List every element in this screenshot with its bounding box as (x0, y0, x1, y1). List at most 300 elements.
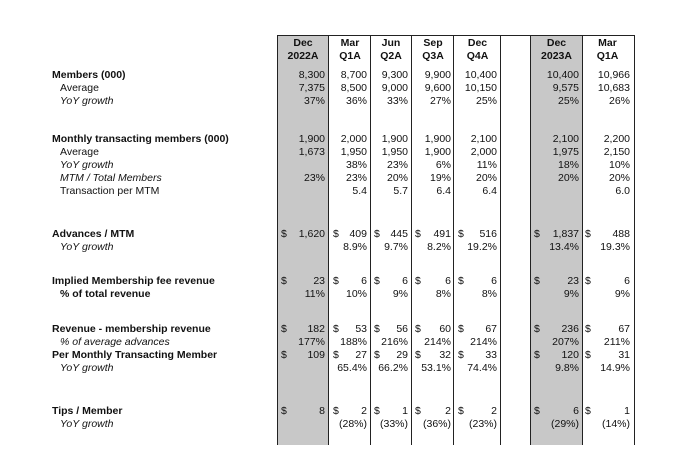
cell-value: 1,900 (424, 146, 451, 158)
table-cell (534, 418, 579, 431)
cell-value: 9,600 (424, 82, 451, 94)
column-header-tag: 2022A (287, 50, 319, 62)
cell-value: 10,966 (597, 69, 630, 81)
table-cell (333, 336, 367, 349)
cell-value: 188% (340, 336, 367, 348)
table-cell (458, 159, 497, 172)
cell-value: 207% (552, 336, 579, 348)
cell-value: (29%) (550, 418, 579, 430)
cell-value: 491 (433, 228, 451, 240)
currency-symbol: $ (534, 228, 540, 240)
table-cell (585, 241, 630, 254)
cell-value: 2,100 (552, 133, 579, 145)
cell-value: 1,620 (298, 228, 325, 240)
cell-value: 10,400 (546, 69, 579, 81)
cell-value: 20% (386, 172, 408, 184)
table-cell (458, 362, 497, 375)
table-cell (281, 323, 325, 336)
currency-symbol: $ (585, 405, 591, 417)
row-label: Transaction per MTM (60, 185, 160, 197)
table-cell (415, 146, 451, 159)
table-cell (534, 95, 579, 108)
row-label: % of average advances (60, 336, 170, 348)
currency-symbol: $ (374, 349, 380, 361)
table-cell (458, 349, 497, 362)
cell-value: 8 (319, 405, 325, 417)
cell-value: 38% (345, 159, 367, 171)
table-cell (458, 241, 497, 254)
cell-value: 6.4 (436, 185, 451, 197)
table-cell (415, 362, 451, 375)
cell-value: 216% (381, 336, 408, 348)
cell-value: 66.2% (378, 362, 408, 374)
cell-value: 6% (435, 159, 451, 171)
row-label: YoY growth (60, 241, 114, 253)
cell-value: 214% (424, 336, 451, 348)
cell-value: 9,900 (424, 69, 451, 81)
table-cell (458, 133, 497, 146)
cell-value: 19% (429, 172, 451, 184)
cell-value: 214% (470, 336, 497, 348)
table-cell (374, 95, 408, 108)
cell-value: 9.8% (555, 362, 579, 374)
table-cell (458, 146, 497, 159)
table-cell (374, 241, 408, 254)
table-cell (415, 288, 451, 301)
cell-value: 8.9% (343, 241, 367, 253)
cell-value: 2 (361, 405, 367, 417)
cell-value: 2,000 (340, 133, 367, 145)
cell-value: 19.3% (600, 241, 630, 253)
table-cell (534, 323, 579, 336)
currency-symbol: $ (458, 275, 464, 287)
column-divider (370, 35, 371, 445)
cell-value: 6 (445, 275, 451, 287)
table-cell (534, 336, 579, 349)
table-cell (374, 185, 408, 198)
currency-symbol: $ (281, 228, 287, 240)
cell-value: 23% (345, 172, 367, 184)
currency-symbol: $ (534, 323, 540, 335)
column-header-period: Dec (293, 37, 313, 49)
row-label: Average (60, 146, 99, 158)
table-cell (458, 82, 497, 95)
table-cell (585, 82, 630, 95)
table-cell (374, 323, 408, 336)
table-cell (534, 172, 579, 185)
table-cell (374, 288, 408, 301)
table-cell (458, 336, 497, 349)
table-cell (534, 146, 579, 159)
cell-value: 8,300 (298, 69, 325, 81)
table-cell (585, 146, 630, 159)
table-cell (585, 133, 630, 146)
table-cell (534, 362, 579, 375)
table-cell (534, 69, 579, 82)
currency-symbol: $ (534, 349, 540, 361)
currency-symbol: $ (585, 349, 591, 361)
cell-value: 14.9% (600, 362, 630, 374)
row-label: % of total revenue (60, 288, 151, 300)
table-cell (333, 133, 367, 146)
cell-value: 10,150 (464, 82, 497, 94)
cell-value: 53.1% (421, 362, 451, 374)
cell-value: 11% (304, 288, 325, 300)
cell-value: 182 (307, 323, 325, 335)
cell-value: 6.4 (482, 185, 497, 197)
cell-value: 23 (567, 275, 579, 287)
cell-value: 23% (303, 172, 325, 184)
cell-value: 27 (355, 349, 367, 361)
cell-value: 8,500 (340, 82, 367, 94)
table-cell (415, 336, 451, 349)
table-cell (374, 275, 408, 288)
cell-value: 7,375 (298, 82, 325, 94)
cell-value: 1,900 (424, 133, 451, 145)
table-cell (333, 185, 367, 198)
table-cell (333, 362, 367, 375)
cell-value: 33 (485, 349, 497, 361)
row-label: Monthly transacting members (000) (52, 133, 229, 145)
currency-symbol: $ (374, 323, 380, 335)
currency-symbol: $ (281, 323, 287, 335)
table-cell (333, 228, 367, 241)
table-cell (415, 241, 451, 254)
cell-value: 1,900 (381, 133, 408, 145)
cell-value: 65.4% (337, 362, 367, 374)
table-cell (585, 288, 630, 301)
table-cell (458, 288, 497, 301)
cell-value: (28%) (338, 418, 367, 430)
cell-value: 2 (445, 405, 451, 417)
column-header-period: Mar (340, 37, 360, 49)
cell-value: 9.7% (384, 241, 408, 253)
table-cell (281, 172, 325, 185)
cell-value: 25% (475, 95, 497, 107)
table-cell (374, 82, 408, 95)
cell-value: 27% (429, 95, 451, 107)
cell-value: 10,683 (597, 82, 630, 94)
row-label: Per Monthly Transacting Member (52, 349, 218, 361)
table-cell (415, 82, 451, 95)
cell-value: 8.2% (427, 241, 451, 253)
cell-value: 1,837 (552, 228, 579, 240)
cell-value: 20% (557, 172, 579, 184)
currency-symbol: $ (415, 323, 421, 335)
table-cell (415, 133, 451, 146)
table-cell (333, 82, 367, 95)
cell-value: 37% (303, 95, 325, 107)
table-cell (333, 159, 367, 172)
cell-value: 2,150 (603, 146, 630, 158)
row-label: MTM / Total Members (60, 172, 162, 184)
cell-value: 25% (557, 95, 579, 107)
column-header-tag: Q3A (422, 50, 444, 62)
header-top-border (277, 35, 634, 36)
cell-value: 6 (491, 275, 497, 287)
cell-value: 9% (614, 288, 630, 300)
row-label: YoY growth (60, 418, 114, 430)
column-header-period: Sep (423, 37, 443, 49)
table-cell (534, 288, 579, 301)
currency-symbol: $ (534, 405, 540, 417)
cell-value: 1 (624, 405, 630, 417)
cell-value: 29 (396, 349, 408, 361)
table-cell (415, 95, 451, 108)
table-cell (374, 405, 408, 418)
currency-symbol: $ (458, 349, 464, 361)
column-header-tag: 2023A (541, 50, 572, 62)
table-cell (585, 159, 630, 172)
currency-symbol: $ (281, 275, 287, 287)
cell-value: 23 (313, 275, 325, 287)
table-cell (585, 336, 630, 349)
cell-value: 1,950 (381, 146, 408, 158)
cell-value: 211% (603, 336, 630, 348)
table-cell (458, 323, 497, 336)
table-cell (415, 159, 451, 172)
column-header-period: Mar (598, 37, 617, 49)
cell-value: 19.2% (467, 241, 497, 253)
table-cell (415, 69, 451, 82)
table-cell (458, 185, 497, 198)
table-cell (374, 159, 408, 172)
table-cell (281, 336, 325, 349)
table-cell (458, 69, 497, 82)
table-cell (415, 323, 451, 336)
currency-symbol: $ (415, 275, 421, 287)
cell-value: 53 (355, 323, 367, 335)
cell-value: 36% (345, 95, 367, 107)
cell-value: 9% (563, 288, 579, 300)
table-cell (585, 323, 630, 336)
table-cell (415, 349, 451, 362)
cell-value: 56 (396, 323, 408, 335)
table-cell (333, 405, 367, 418)
currency-symbol: $ (534, 275, 540, 287)
currency-symbol: $ (415, 228, 421, 240)
cell-value: 67 (485, 323, 497, 335)
cell-value: 6 (361, 275, 367, 287)
table-cell (374, 336, 408, 349)
table-cell (281, 349, 325, 362)
cell-value: (33%) (379, 418, 408, 430)
table-cell (585, 418, 630, 431)
row-label: Implied Membership fee revenue (52, 275, 215, 287)
table-cell (534, 349, 579, 362)
row-label: Members (000) (52, 69, 126, 81)
cell-value: 5.4 (352, 185, 367, 197)
cell-value: 9,300 (381, 69, 408, 81)
cell-value: 5.7 (393, 185, 408, 197)
row-label: YoY growth (60, 362, 114, 374)
cell-value: 109 (307, 349, 325, 361)
cell-value: 177% (298, 336, 325, 348)
column-divider (411, 35, 412, 445)
cell-value: 6.0 (615, 185, 630, 197)
table-cell (458, 275, 497, 288)
cell-value: (14%) (601, 418, 630, 430)
table-cell (585, 349, 630, 362)
table-cell (374, 349, 408, 362)
cell-value: 6 (573, 405, 579, 417)
cell-value: 10% (608, 159, 630, 171)
column-divider (453, 35, 454, 445)
cell-value: 120 (561, 349, 579, 361)
column-header-tag: Q4A (466, 50, 489, 62)
cell-value: 13.4% (549, 241, 579, 253)
cell-value: 445 (390, 228, 408, 240)
cell-value: 10,400 (464, 69, 497, 81)
cell-value: 74.4% (467, 362, 497, 374)
table-cell (333, 349, 367, 362)
table-cell (534, 228, 579, 241)
table-cell (333, 95, 367, 108)
table-cell (585, 362, 630, 375)
currency-symbol: $ (333, 323, 339, 335)
column-header-tag: Q2A (380, 50, 402, 62)
cell-value: 236 (561, 323, 579, 335)
cell-value: 67 (618, 323, 630, 335)
column-header-period: Dec (467, 37, 488, 49)
currency-symbol: $ (458, 323, 464, 335)
table-cell (534, 133, 579, 146)
cell-value: 11% (476, 159, 497, 171)
table-cell (281, 228, 325, 241)
table-cell (534, 159, 579, 172)
table-cell (281, 82, 325, 95)
table-cell (374, 172, 408, 185)
currency-symbol: $ (585, 275, 591, 287)
table-cell (333, 275, 367, 288)
cell-value: 60 (439, 323, 451, 335)
currency-symbol: $ (458, 228, 464, 240)
cell-value: 33% (386, 95, 408, 107)
currency-symbol: $ (333, 228, 339, 240)
table-cell (281, 405, 325, 418)
column-header-tag: Q1A (596, 50, 619, 62)
table-cell (374, 228, 408, 241)
column-divider (634, 35, 635, 445)
table-cell (534, 405, 579, 418)
cell-value: 1,673 (298, 146, 325, 158)
cell-value: 1 (402, 405, 408, 417)
cell-value: 26% (608, 95, 630, 107)
table-cell (374, 362, 408, 375)
currency-symbol: $ (333, 275, 339, 287)
column-header-tag: Q1A (339, 50, 361, 62)
cell-value: 8,700 (340, 69, 367, 81)
cell-value: 9,575 (552, 82, 579, 94)
table-cell (333, 288, 367, 301)
row-label: YoY growth (60, 95, 114, 107)
cell-value: 2,100 (470, 133, 497, 145)
cell-value: 8% (481, 288, 497, 300)
cell-value: 2 (491, 405, 497, 417)
table-cell (281, 69, 325, 82)
cell-value: 6 (402, 275, 408, 287)
cell-value: 488 (612, 228, 630, 240)
cell-value: 1,950 (340, 146, 367, 158)
cell-value: 8% (435, 288, 451, 300)
currency-symbol: $ (585, 323, 591, 335)
table-cell (415, 405, 451, 418)
currency-symbol: $ (458, 405, 464, 417)
column-header-period: Dec (546, 37, 567, 49)
cell-value: 18% (557, 159, 579, 171)
table-cell (534, 275, 579, 288)
table-cell (585, 95, 630, 108)
currency-symbol: $ (374, 405, 380, 417)
table-cell (534, 82, 579, 95)
cell-value: 1,900 (298, 133, 325, 145)
table-cell (458, 95, 497, 108)
row-label: Advances / MTM (52, 228, 135, 240)
table-cell (333, 69, 367, 82)
row-label: Tips / Member (52, 405, 123, 417)
cell-value: 516 (479, 228, 497, 240)
table-cell (534, 241, 579, 254)
cell-value: 20% (475, 172, 497, 184)
table-cell (458, 405, 497, 418)
table-cell (333, 172, 367, 185)
table-cell (585, 405, 630, 418)
cell-value: 20% (608, 172, 630, 184)
table-cell (415, 172, 451, 185)
table-cell (458, 228, 497, 241)
table-cell (333, 146, 367, 159)
currency-symbol: $ (415, 405, 421, 417)
cell-value: 31 (618, 349, 630, 361)
table-cell (585, 185, 630, 198)
table-cell (585, 275, 630, 288)
cell-value: 10% (345, 288, 367, 300)
table-cell (415, 418, 451, 431)
column-header-period: Jun (381, 37, 401, 49)
column-divider (500, 35, 501, 445)
currency-symbol: $ (281, 405, 287, 417)
cell-value: 409 (349, 228, 367, 240)
table-cell (585, 228, 630, 241)
table-cell (374, 69, 408, 82)
table-cell (458, 172, 497, 185)
table-cell (333, 241, 367, 254)
currency-symbol: $ (374, 228, 380, 240)
cell-value: 9% (392, 288, 408, 300)
table-cell (415, 275, 451, 288)
currency-symbol: $ (333, 405, 339, 417)
table-cell (585, 69, 630, 82)
table-cell (333, 418, 367, 431)
currency-symbol: $ (415, 349, 421, 361)
currency-symbol: $ (333, 349, 339, 361)
table-cell (374, 146, 408, 159)
table-cell (281, 95, 325, 108)
table-cell (281, 275, 325, 288)
table-cell (415, 185, 451, 198)
row-label: Revenue - membership revenue (52, 323, 211, 335)
row-label: Average (60, 82, 99, 94)
row-label: YoY growth (60, 159, 114, 171)
cell-value: 9,000 (381, 82, 408, 94)
cell-value: 6 (624, 275, 630, 287)
table-cell (281, 146, 325, 159)
table-cell (281, 133, 325, 146)
cell-value: 32 (439, 349, 451, 361)
table-cell (374, 133, 408, 146)
table-cell (415, 228, 451, 241)
table-cell (585, 172, 630, 185)
